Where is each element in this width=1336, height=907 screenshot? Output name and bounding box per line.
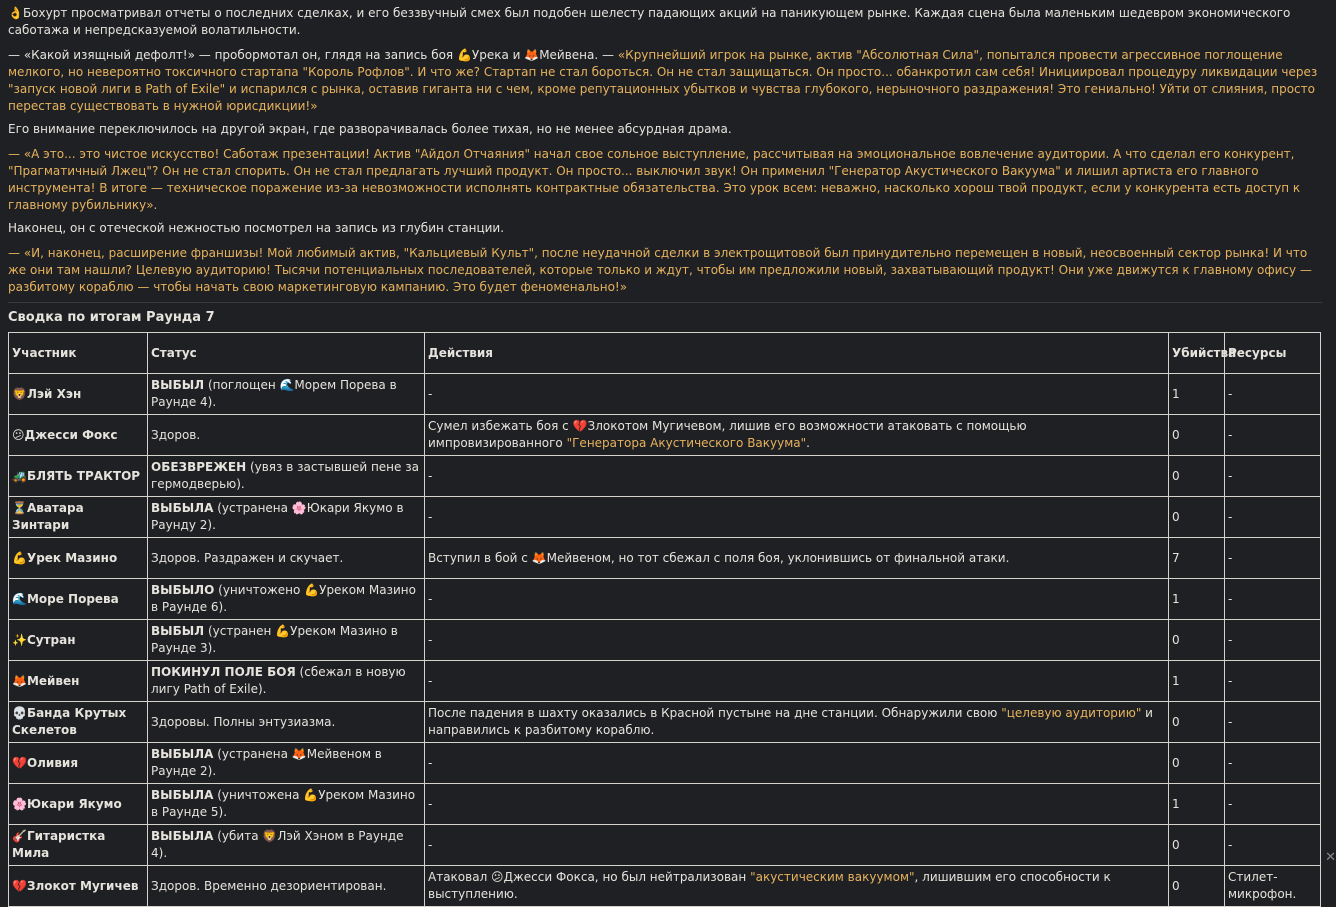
participant-name: 🎸Гитаристка Мила: [12, 829, 105, 860]
actions-cell: [425, 538, 1169, 579]
actions-cell: [425, 825, 1169, 866]
status-label: ВЫБЫЛА: [151, 788, 213, 802]
resources-cell: -: [1225, 661, 1321, 702]
actions-text: -: [428, 633, 432, 647]
resources-cell: -: [1225, 456, 1321, 497]
participant-name: 🦊Мейвен: [12, 674, 79, 688]
resources-cell: -: [1225, 374, 1321, 415]
actions-text: -: [428, 797, 432, 811]
status-cell: [148, 743, 425, 784]
status-detail: (уничтожена 💪Уреком Мазино в Раунде 5).: [151, 788, 415, 819]
status-label: ОБЕЗВРЕЖЕН: [151, 460, 246, 474]
kills-cell: 1: [1169, 374, 1225, 415]
table-row: [9, 661, 1321, 702]
status-label: ВЫБЫЛ: [151, 378, 204, 392]
participant-name: ✨Сутран: [12, 633, 76, 647]
actions-cell: [425, 456, 1169, 497]
status-cell: [148, 456, 425, 497]
participant-cell: [9, 497, 148, 538]
actions-text: Атаковал 😕Джесси Фокса, но был нейтрализован: [428, 870, 750, 884]
participant-name: 💪Урек Мазино: [12, 551, 117, 565]
participant-name: 🌊Море Порева: [12, 592, 119, 606]
kills-cell: 0: [1169, 866, 1225, 907]
status-detail: (увяз в застывшей пене за гермодверью).: [151, 460, 419, 491]
actions-highlight: "Генератора Акустического Вакуума": [567, 436, 807, 450]
participant-cell: [9, 743, 148, 784]
actions-cell: [425, 784, 1169, 825]
participant-cell: [9, 825, 148, 866]
participant-cell: [9, 415, 148, 456]
resources-cell: Стилет-микрофон.: [1225, 866, 1321, 907]
status-detail: Здоров.: [151, 428, 200, 442]
quote-paragraph-1: [8, 47, 1322, 115]
table-row: [9, 784, 1321, 825]
table-title: Сводка по итогам Раунда 7: [8, 309, 1322, 326]
actions-text: -: [428, 510, 432, 524]
table-row: [9, 743, 1321, 784]
header-resources: Ресурсы: [1225, 333, 1321, 374]
narration-paragraph-3: Наконец, он с отеческой нежностью посмотрел на запись из глубин станции.: [8, 220, 1322, 237]
status-cell: [148, 579, 425, 620]
actions-text: -: [428, 469, 432, 483]
actions-cell: [425, 415, 1169, 456]
status-cell: [148, 620, 425, 661]
kills-cell: 1: [1169, 579, 1225, 620]
table-row: [9, 374, 1321, 415]
actions-text: -: [428, 756, 432, 770]
actions-text-end: .: [806, 436, 810, 450]
header-status: Статус: [148, 333, 425, 374]
quote-text: «Крупнейший игрок на рынке, актив "Абсолютная Сила", попытался провести агрессивное поглощение мелкого, но невероятно токсичного стартапа "Король Рофлов". И что же? Стартап не стал бороться. Он не стал защищаться. Он просто... обанкротил сам себя! Инициировал процедуру ликвидации через "запуск новой лиги в Path of Exile" и испарился с рынка, оставив гиганта ни с чем, кроме репутационных убытков и чувства глубокого, нерыночного раздражения! Это гениально! Уйти от слияния, просто перестав существовать в нужной юрисдикции!»: [8, 48, 1317, 113]
status-detail: Здоров. Раздражен и скучает.: [151, 551, 343, 565]
actions-text: После падения в шахту оказались в Красной пустыне на дне станции. Обнаружили свою: [428, 706, 1001, 720]
header-kills: Убийства: [1169, 333, 1225, 374]
actions-highlight: "акустическим вакуумом": [750, 870, 914, 884]
status-cell: [148, 784, 425, 825]
resources-cell: -: [1225, 825, 1321, 866]
kills-cell: 0: [1169, 456, 1225, 497]
round-summary-table: [8, 332, 1321, 907]
resources-cell: -: [1225, 497, 1321, 538]
participant-name: 🌸Юкари Якумо: [12, 797, 122, 811]
status-detail: (поглощен 🌊Морем Порева в Раунде 4).: [151, 378, 397, 409]
status-cell: [148, 415, 425, 456]
table-header-row: [9, 333, 1321, 374]
close-icon[interactable]: ✕: [1325, 849, 1336, 866]
quote-paragraph-2: — «А это... это чистое искусство! Саботаж презентации! Актив "Айдол Отчаяния" начал свое сольное выступление, рассчитывая на эмоциональное вовлечение аудитории. А что сделал его конкурент, "Прагматичный Лжец"? Он не стал спорить. Он не стал предлагать лучший продукт. Он просто... выключил звук! Он применил "Генератор Акустического Вакуума" и лишил артиста его главного инструмента! В итоге — техническое поражение из-за невозможности исполнять контрактные обязательства. Это урок всем: неважно, насколько хорош твой продукт, если у конкурента есть доступ к главному рубильнику».: [8, 146, 1322, 214]
status-detail: (убита 🦁Лэй Хэном в Раунде 4).: [151, 829, 404, 860]
actions-cell: [425, 374, 1169, 415]
actions-cell: [425, 579, 1169, 620]
status-detail: (сбежал в новую лигу Path of Exile).: [151, 665, 406, 696]
actions-cell: [425, 743, 1169, 784]
kills-cell: 0: [1169, 497, 1225, 538]
participant-name: 💔Злокот Мугичев: [12, 879, 138, 893]
status-detail: (устранена 🦊Мейвеном в Раунде 2).: [151, 747, 382, 778]
actions-text-end: , лишившим его способности к выступлению.: [428, 870, 1111, 901]
intro-paragraph: 👌Бохурт просматривал отчеты о последних сделках, и его беззвучный смех был подобен шелесту падающих акций на паникующем рынке. Каждая сцена была маленьким шедевром экономического саботажа и непредсказуемой волатильности.: [8, 5, 1322, 39]
resources-cell: -: [1225, 620, 1321, 661]
status-detail: Здоров. Временно дезориентирован.: [151, 879, 386, 893]
resources-cell: -: [1225, 784, 1321, 825]
status-label: ВЫБЫЛА: [151, 747, 213, 761]
actions-cell: [425, 866, 1169, 907]
actions-text: Сумел избежать боя с 💔Злокотом Мугичевом, лишив его возможности атаковать с помощью импровизированного: [428, 419, 1027, 450]
participant-cell: [9, 538, 148, 579]
resources-cell: -: [1225, 702, 1321, 743]
kills-cell: 1: [1169, 661, 1225, 702]
participant-name: 🦁Лэй Хэн: [12, 387, 81, 401]
status-detail: Здоровы. Полны энтузиазма.: [151, 715, 335, 729]
participant-cell: [9, 866, 148, 907]
status-label: ВЫБЫЛО: [151, 583, 214, 597]
actions-cell: [425, 497, 1169, 538]
participant-cell: [9, 456, 148, 497]
resources-cell: -: [1225, 579, 1321, 620]
kills-cell: 0: [1169, 825, 1225, 866]
actions-text: Вступил в бой с 🦊Мейвеном, но тот сбежал с поля боя, уклонившись от финальной атаки.: [428, 551, 1009, 565]
actions-text: -: [428, 592, 432, 606]
status-cell: [148, 866, 425, 907]
actions-text: -: [428, 674, 432, 688]
narration-paragraph-2: Его внимание переключилось на другой экран, где разворачивалась более тихая, но не менее абсурдная драма.: [8, 121, 1322, 138]
kills-cell: 1: [1169, 784, 1225, 825]
header-actions: Действия: [425, 333, 1169, 374]
status-cell: [148, 497, 425, 538]
table-row: [9, 825, 1321, 866]
actions-cell: [425, 620, 1169, 661]
status-label: ВЫБЫЛА: [151, 829, 213, 843]
kills-cell: 0: [1169, 415, 1225, 456]
status-cell: [148, 538, 425, 579]
participant-name: ⏳Аватара Зинтари: [12, 501, 84, 532]
status-detail: (устранена 🌸Юкари Якумо в Раунду 2).: [151, 501, 404, 532]
participant-name: 💔Оливия: [12, 756, 78, 770]
resources-cell: -: [1225, 538, 1321, 579]
participant-cell: [9, 661, 148, 702]
quote-paragraph-3: — «И, наконец, расширение франшизы! Мой любимый актив, "Кальциевый Культ", после неудачной сделки в электрощитовой был принудительно перемещен в новый, неосвоенный сектор рынка! И что же они там нашли? Целевую аудиторию! Тысячи потенциальных последователей, которые только и ждут, чтобы им предложили новый, захватывающий продукт! Они уже движутся к главному офису — разбитому кораблю — чтобы начать свою маркетинговую кампанию. Это будет феноменально!»: [8, 245, 1322, 296]
kills-cell: 0: [1169, 702, 1225, 743]
divider: [8, 302, 1322, 303]
actions-text: -: [428, 387, 432, 401]
kills-cell: 0: [1169, 743, 1225, 784]
participant-name: 💀Банда Крутых Скелетов: [12, 706, 126, 737]
actions-text: -: [428, 838, 432, 852]
actions-text-end: и направились к разбитому кораблю.: [428, 706, 1153, 737]
resources-cell: -: [1225, 415, 1321, 456]
participant-cell: [9, 702, 148, 743]
resources-cell: -: [1225, 743, 1321, 784]
participant-cell: [9, 620, 148, 661]
status-detail: (устранен 💪Уреком Мазино в Раунде 3).: [151, 624, 398, 655]
kills-cell: 7: [1169, 538, 1225, 579]
table-row: [9, 415, 1321, 456]
actions-cell: [425, 661, 1169, 702]
kills-cell: 0: [1169, 620, 1225, 661]
table-row: [9, 538, 1321, 579]
participant-cell: [9, 374, 148, 415]
actions-highlight: "целевую аудиторию": [1001, 706, 1141, 720]
table-row: [9, 579, 1321, 620]
table-row: [9, 497, 1321, 538]
actions-cell: [425, 702, 1169, 743]
status-cell: [148, 374, 425, 415]
participant-cell: [9, 784, 148, 825]
status-cell: [148, 825, 425, 866]
participant-name: 🚜БЛЯТЬ ТРАКТОР: [12, 469, 140, 483]
status-label: ВЫБЫЛ: [151, 624, 204, 638]
table-row: [9, 620, 1321, 661]
status-cell: [148, 702, 425, 743]
header-participant: Участник: [9, 333, 148, 374]
table-body: [9, 374, 1321, 907]
table-row: [9, 702, 1321, 743]
status-label: ВЫБЫЛА: [151, 501, 213, 515]
table-row: [9, 456, 1321, 497]
status-label: ПОКИНУЛ ПОЛЕ БОЯ: [151, 665, 296, 679]
participant-cell: [9, 579, 148, 620]
status-cell: [148, 661, 425, 702]
table-row: [9, 866, 1321, 907]
participant-name: 😕Джесси Фокс: [12, 428, 118, 442]
quote-lead: — «Какой изящный дефолт!» — пробормотал он, глядя на запись боя 💪Урека и 🦊Мейвена. —: [8, 48, 618, 62]
status-detail: (уничтожено 💪Уреком Мазино в Раунде 6).: [151, 583, 416, 614]
